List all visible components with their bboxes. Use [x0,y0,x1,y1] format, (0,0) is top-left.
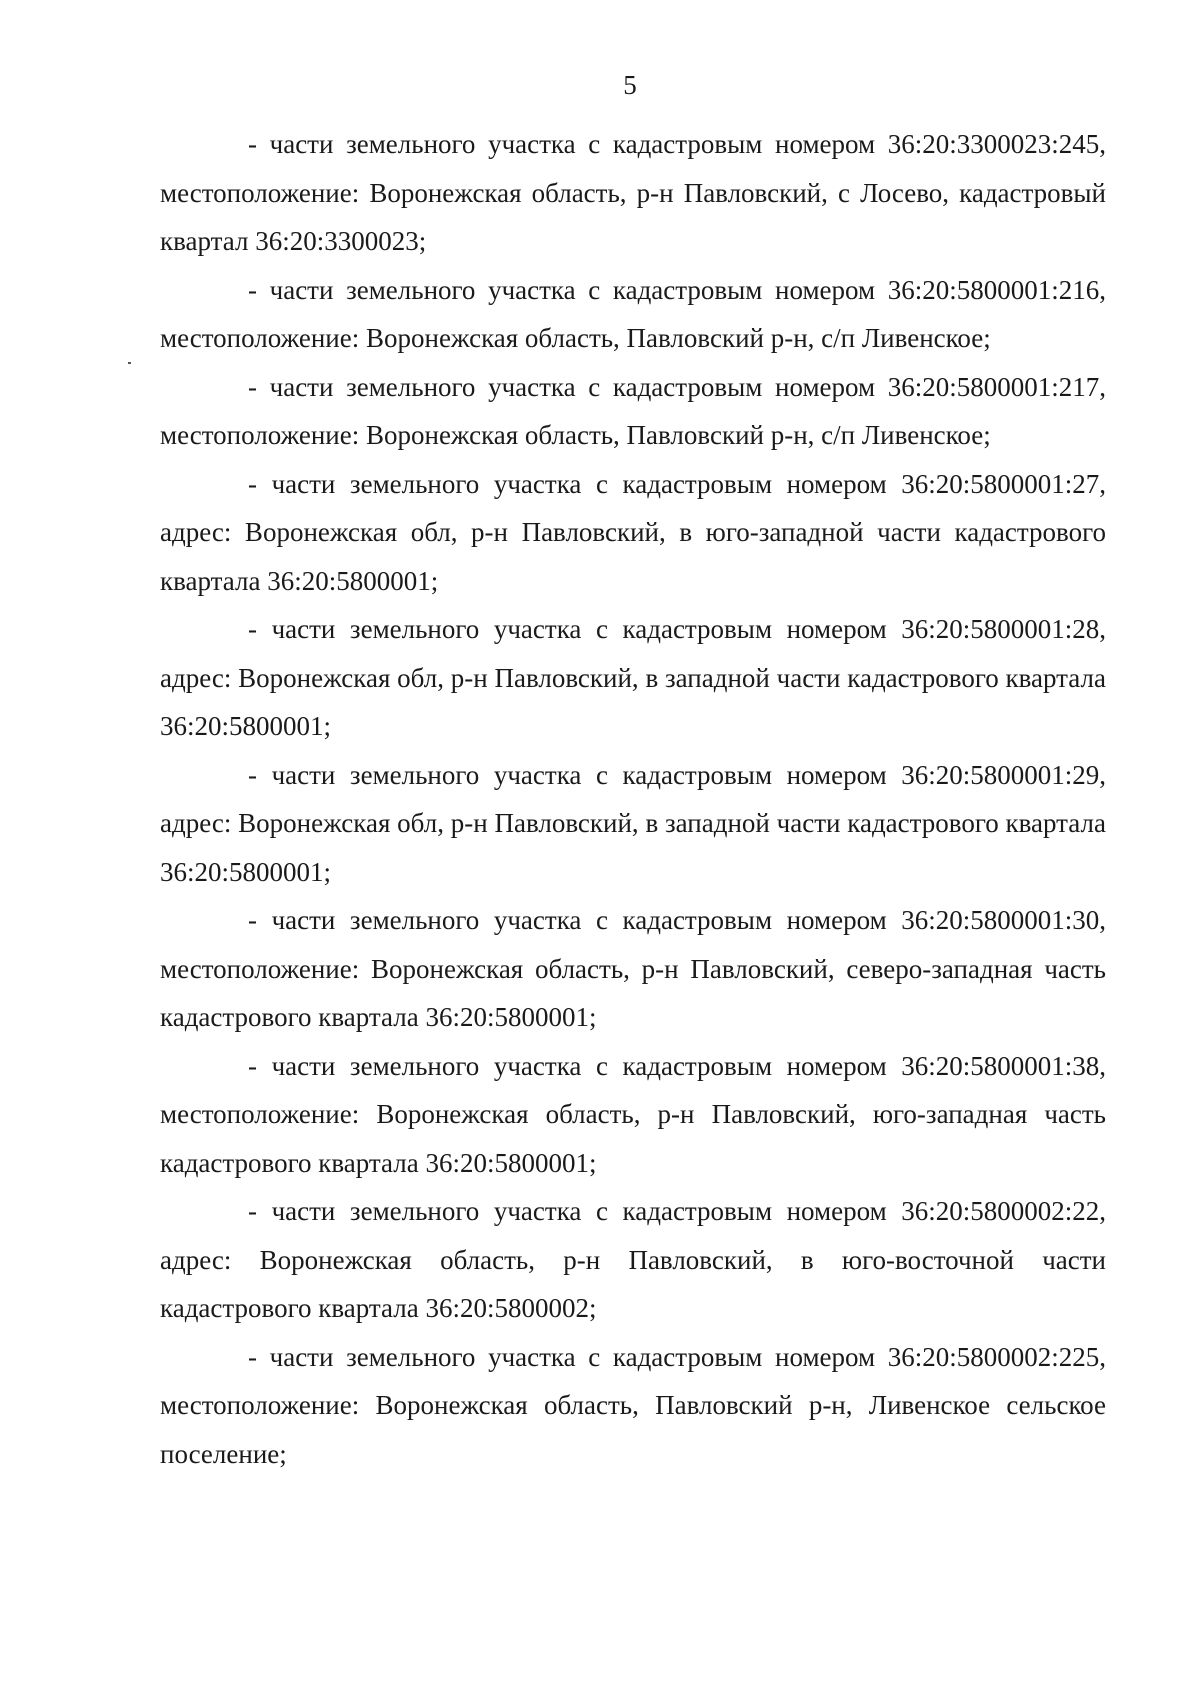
list-item: - части земельного участка с кадастровым номером 36:20:5800001:217, местоположение: Воронежская область, Павловский р-н, с/п Ливенское; [160,371,1106,450]
list-item: - части земельного участка с кадастровым номером 36:20:5800001:38, местоположение: Воронежская область, р-н Павловский, юго-западная часть кадастрового квартала 36:20:5800001; [160,1050,1106,1178]
scan-speck [128,362,131,364]
list-item: - части земельного участка с кадастровым номером 36:20:5800001:30, местоположение: Воронежская область, р-н Павловский, северо-западная часть кадастрового квартала 36:20:5800001; [160,905,1106,1032]
list-item: - части земельного участка с кадастровым номером 36:20:5800001:28, адрес: Воронежская обл, р-н Павловский, в западной части кадастрового квартала 36:20:5800001; [160,614,1106,741]
list-item: - части земельного участка с кадастровым номером 36:20:5800001:29, адрес: Воронежская обл, р-н Павловский, в западной части кадастрового квартала 36:20:5800001; [160,759,1106,887]
list-item: - части земельного участка с кадастровым номером 36:20:5800001:216, местоположение: Воронежская область, Павловский р-н, с/п Ливенское; [160,274,1106,353]
list-item: - части земельного участка с кадастровым номером 36:20:5800002:22, адрес: Воронежская область, р-н Павловский, в юго-восточной части кадастрового квартала 36:20:5800002; [160,1196,1106,1323]
document-body [160,120,1106,1478]
list-item: - части земельного участка с кадастровым номером 36:20:3300023:245, местоположение: Воронежская область, р-н Павловский, с Лосево, кадастровый квартал 36:20:3300023; [160,129,1106,256]
list-item: - части земельного участка с кадастровым номером 36:20:5800001:27, адрес: Воронежская обл, р-н Павловский, в юго-западной части кадастрового квартала 36:20:5800001; [160,468,1106,596]
page-number: 5 [623,70,637,100]
list-item: - части земельного участка с кадастровым номером 36:20:5800002:225, местоположение: Воронежская область, Павловский р-н, Ливенское сельское поселение; [160,1341,1106,1469]
